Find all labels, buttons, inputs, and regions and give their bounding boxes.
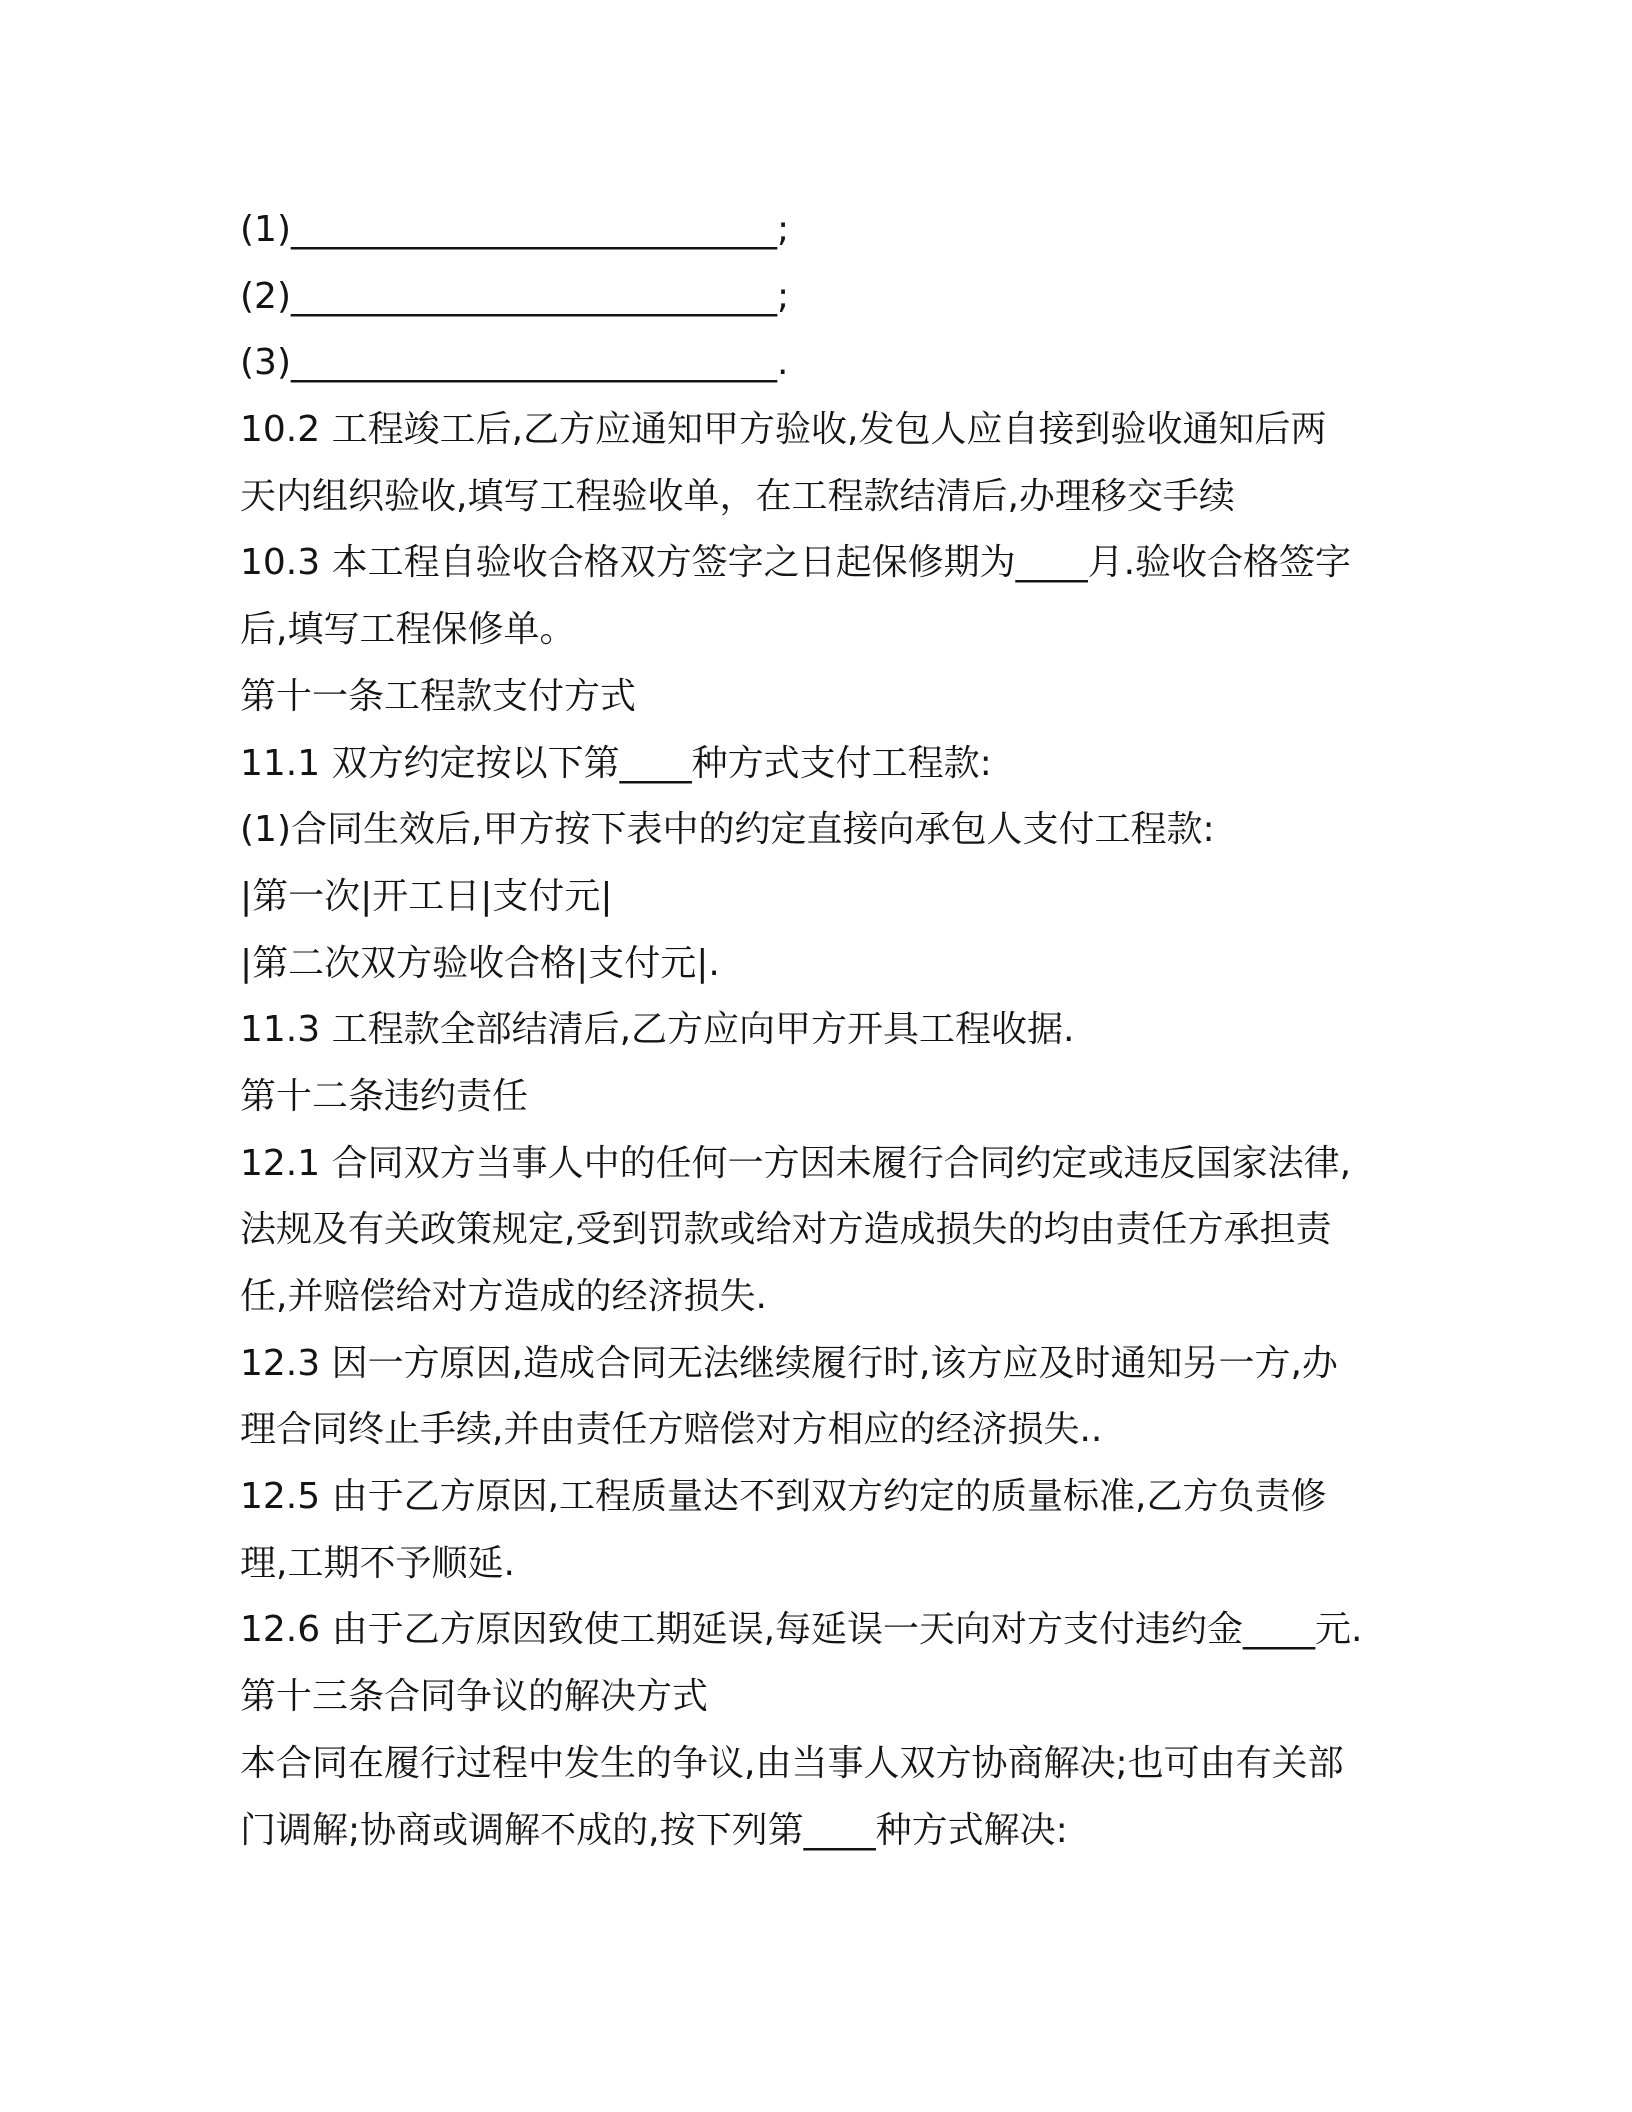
article-11-heading: 第十一条工程款支付方式 — [240, 675, 637, 717]
clause-11-1-option-1: (1)合同生效后,甲方按下表中的约定直接向承包人支付工程款: — [240, 809, 1215, 851]
clause-12-1-line-3: 任,并赔偿给对方造成的经济损失. — [240, 1276, 767, 1317]
article-13-line-2: 门调解;协商或调解不成的,按下列第____种方式解决: — [240, 1809, 1068, 1851]
article-12-heading: 第十二条违约责任 — [240, 1075, 529, 1117]
clause-12-3-line-2: 理合同终止手续,并由责任方赔偿对方相应的经济损失.. — [240, 1409, 1103, 1451]
clause-12-3-line-1: 12.3 因一方原因,造成合同无法继续履行时,该方应及时通知另一方,办 — [240, 1342, 1338, 1384]
clause-11-3: 11.3 工程款全部结清后,乙方应向甲方开具工程收据. — [240, 1009, 1075, 1051]
blank-item-1: (1)___________________________; — [240, 209, 790, 250]
clause-12-5-line-1: 12.5 由于乙方原因,工程质量达不到双方约定的质量标准,乙方负责修 — [240, 1476, 1327, 1518]
clause-10-3-line-2: 后,填写工程保修单。 — [240, 609, 576, 651]
clause-12-5-line-2: 理,工期不予顺延. — [240, 1542, 515, 1584]
blank-item-2: (2)___________________________; — [240, 275, 790, 317]
clause-10-3-line-1: 10.3 本工程自验收合格双方签字之日起保修期为____月.验收合格签字 — [240, 542, 1352, 584]
clause-10-2-line-2: 天内组织验收,填写工程验收单，在工程款结清后,办理移交手续 — [240, 475, 1235, 517]
clause-11-1: 11.1 双方约定按以下第____种方式支付工程款: — [240, 742, 992, 784]
article-13-heading: 第十三条合同争议的解决方式 — [240, 1676, 709, 1718]
clause-12-1-line-2: 法规及有关政策规定,受到罚款或给对方造成损失的均由责任方承担责 — [240, 1209, 1332, 1251]
payment-table-row-2: |第二次双方验收合格|支付元|. — [240, 942, 720, 984]
article-13-line-1: 本合同在履行过程中发生的争议,由当事人双方协商解决;也可由有关部 — [240, 1742, 1344, 1784]
clause-12-6: 12.6 由于乙方原因致使工期延误,每延误一天向对方支付违约金____元. — [240, 1609, 1363, 1651]
blank-item-3: (3)___________________________. — [240, 342, 789, 384]
clause-10-2-line-1: 10.2 工程竣工后,乙方应通知甲方验收,发包人应自接到验收通知后两 — [240, 409, 1327, 451]
document-body — [240, 197, 1420, 1864]
payment-table-row-1: |第一次|开工日|支付元| — [240, 875, 613, 917]
clause-12-1-line-1: 12.1 合同双方当事人中的任何一方因未履行合同约定或违反国家法律, — [240, 1142, 1352, 1184]
